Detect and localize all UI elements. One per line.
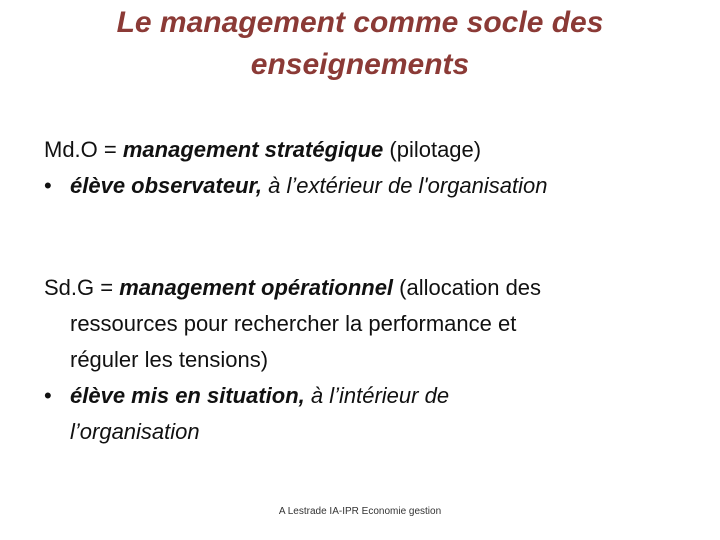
sdg-continuation-line-2: réguler les tensions) [70,347,269,372]
mdo-bullet-bold: élève observateur, [70,173,263,198]
mdo-bullet-rest: à l’extérieur de l'organisation [262,173,548,198]
paragraph-mdo [44,132,704,204]
sdg-bold-term: management opérationnel [119,275,394,300]
slide-title [40,2,680,86]
sdg-bullet-continuation: l’organisation [70,419,200,444]
paragraph-sdg [44,270,704,450]
sdg-prefix: Sd.G = [44,275,120,300]
mdo-bold-term: management stratégique [122,137,384,162]
sdg-continuation-line-1: ressources pour rechercher la performance et [70,311,517,336]
mdo-bullet-item [44,168,704,204]
mdo-suffix: (pilotage) [383,137,482,162]
bullet-icon: • [44,383,52,408]
sdg-bullet-bold: élève mis en situation, [70,383,305,408]
slide-footer: A Lestrade IA-IPR Economie gestion [278,506,442,517]
sdg-definition-line [44,270,704,306]
mdo-prefix: Md.O = [44,137,123,162]
sdg-bullet-item [44,378,704,414]
mdo-definition-line [44,132,704,168]
slide-title-line-2: enseignements [250,48,470,81]
slide-title-line-1: Le management comme socle des [116,6,604,39]
sdg-bullet-rest: à l’intérieur de [304,383,450,408]
bullet-icon: • [44,173,52,198]
sdg-suffix: (allocation des [393,275,542,300]
